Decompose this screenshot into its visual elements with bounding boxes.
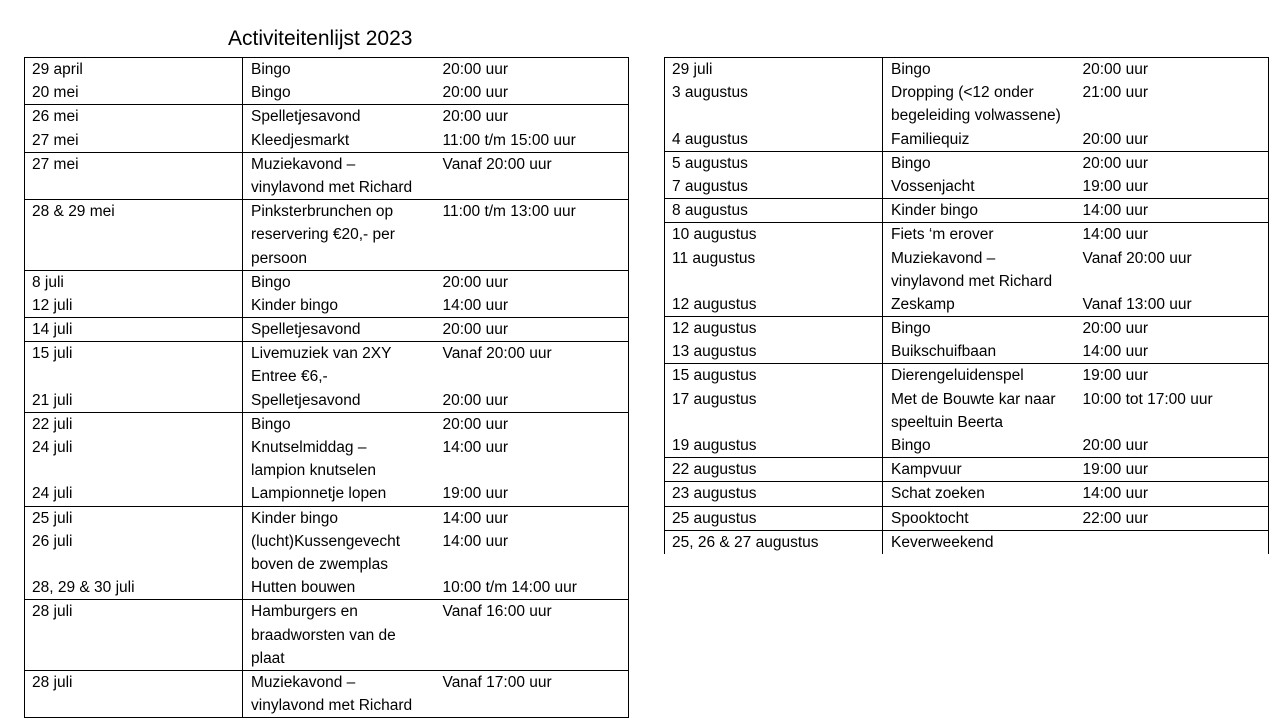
date-text: 14 juli [32, 321, 73, 339]
time-text [443, 553, 625, 576]
activity-text: Kampvuur [891, 461, 962, 479]
time-cell [439, 342, 629, 413]
date-text [32, 223, 238, 246]
time-cell [439, 58, 629, 105]
activity-cell [883, 458, 1079, 482]
time-text [1083, 531, 1265, 554]
activity-text: Spelletjesavond [251, 391, 361, 409]
date-text: 12 augustus [672, 295, 757, 313]
activity-text: Kinder bingo [891, 202, 979, 220]
activity-text: Keverweekend [891, 533, 994, 551]
date-text: 25 augustus [672, 509, 757, 527]
date-cell [25, 58, 243, 105]
date-text [32, 624, 238, 647]
time-text: 10:00 t/m 14:00 uur [442, 579, 577, 597]
activity-text: Muziekavond – [251, 155, 356, 173]
date-cell [665, 530, 883, 554]
activity-group-row [25, 318, 629, 342]
time-text: Vanaf 17:00 uur [442, 673, 552, 691]
date-text: 10 augustus [672, 226, 757, 244]
time-text: 19:00 uur [1082, 367, 1148, 385]
date-cell [25, 105, 243, 152]
time-text: 20:00 uur [442, 108, 508, 126]
activity-text: lampion knutselen [251, 462, 376, 480]
time-text: 20:00 uur [1082, 437, 1148, 454]
date-cell [665, 58, 883, 152]
date-text: 22 juli [32, 415, 73, 433]
date-cell [665, 458, 883, 482]
date-cell [25, 200, 243, 271]
time-text: 20:00 uur [1082, 130, 1148, 148]
activity-text: Bingo [891, 61, 931, 78]
date-cell [25, 270, 243, 317]
date-cell [25, 342, 243, 413]
time-text: Vanaf 20:00 uur [1082, 249, 1192, 267]
activity-text: Schat zoeken [891, 485, 985, 503]
activity-text: speeltuin Beerta [891, 413, 1004, 431]
date-text: 28 juli [32, 673, 73, 691]
activity-text: plaat [251, 649, 285, 667]
activity-text: (lucht)Kussengevecht [251, 532, 401, 550]
activity-cell [883, 506, 1079, 530]
date-cell [665, 482, 883, 506]
date-cell [25, 152, 243, 199]
time-text [443, 624, 625, 647]
activity-cell [243, 670, 439, 717]
activity-text: Bingo [891, 154, 931, 172]
date-text: 13 augustus [672, 343, 757, 361]
activity-text: Pinksterbrunchen op [251, 203, 394, 221]
time-text: 11:00 t/m 13:00 uur [442, 203, 576, 221]
activity-text: Lampionnetje lopen [251, 485, 387, 503]
activity-group-row [25, 506, 629, 600]
activity-text: Bingo [891, 320, 931, 338]
date-text: 20 mei [32, 84, 79, 102]
activity-text: Bingo [251, 84, 291, 102]
time-text [443, 694, 625, 717]
activity-text: Vossenjacht [891, 177, 975, 195]
time-text: 22:00 uur [1082, 509, 1148, 527]
date-cell [25, 670, 243, 717]
activity-group-row [25, 270, 629, 317]
activity-text: Hutten bouwen [251, 579, 356, 597]
time-cell [1079, 364, 1269, 458]
time-cell [439, 670, 629, 717]
date-text: 29 juli [672, 61, 713, 78]
date-cell [25, 412, 243, 506]
time-text: 20:00 uur [1082, 320, 1148, 338]
time-cell [439, 318, 629, 342]
activity-cell [883, 482, 1079, 506]
time-cell [439, 152, 629, 199]
date-text: 12 juli [32, 296, 73, 314]
activity-text: boven de zwemplas [251, 555, 388, 573]
activity-cell [243, 200, 439, 271]
activity-text: persoon [251, 249, 308, 267]
activity-text: Fiets ‘m erover [891, 226, 994, 244]
time-cell [439, 105, 629, 152]
activity-text: braadworsten van de [251, 626, 396, 644]
activity-cell [883, 151, 1079, 198]
date-text: 26 juli [32, 532, 73, 550]
time-text [443, 365, 625, 388]
activity-group-row [665, 482, 1269, 506]
activity-text: Familiequiz [891, 130, 970, 148]
time-cell [439, 270, 629, 317]
time-text: 14:00 uur [1082, 202, 1148, 220]
date-cell [25, 506, 243, 600]
activity-cell [243, 58, 439, 105]
activity-group-row [665, 151, 1269, 198]
time-text: 20:00 uur [442, 61, 508, 78]
date-text: 27 mei [32, 131, 79, 149]
date-text: 5 augustus [672, 154, 748, 172]
time-cell [439, 412, 629, 506]
activity-cell [883, 530, 1079, 554]
time-cell [1079, 151, 1269, 198]
time-text: 19:00 uur [1082, 177, 1148, 195]
date-text: 15 augustus [672, 367, 757, 385]
time-cell [1079, 506, 1269, 530]
activity-cell [243, 152, 439, 199]
date-text: 22 augustus [672, 461, 757, 479]
date-cell [665, 317, 883, 364]
date-text: 8 juli [32, 273, 64, 291]
activity-text: Zeskamp [891, 295, 955, 313]
time-text [443, 223, 625, 246]
activity-text: Met de Bouwte kar naar [891, 390, 1056, 408]
activity-text: reservering €20,- per [251, 226, 395, 244]
activity-group-row [25, 342, 629, 413]
activity-cell [883, 223, 1079, 317]
date-text: 26 mei [32, 108, 79, 126]
date-text: 8 augustus [672, 202, 748, 220]
activity-text: Kinder bingo [251, 296, 339, 314]
date-text: 25 juli [32, 509, 73, 527]
time-text [443, 176, 625, 199]
page-title: Activiteitenlijst 2023 [228, 27, 413, 50]
date-text: 28 & 29 mei [32, 203, 115, 221]
activity-text: Hamburgers en [251, 603, 358, 621]
activity-group-row [25, 412, 629, 506]
date-text [32, 176, 238, 199]
activity-cell [243, 506, 439, 600]
activity-text: Bingo [251, 415, 291, 433]
activity-text: Spooktocht [891, 509, 969, 527]
date-text [32, 694, 238, 717]
activity-cell [883, 317, 1079, 364]
date-text: 3 augustus [672, 84, 748, 102]
activity-cell [243, 270, 439, 317]
time-text: 14:00 uur [442, 439, 508, 456]
activity-group-row [665, 506, 1269, 530]
time-text: 20:00 uur [1082, 154, 1148, 172]
date-text: 24 juli [32, 439, 73, 456]
activity-text: Buikschuifbaan [891, 343, 997, 361]
time-cell [1079, 317, 1269, 364]
activity-text: Muziekavond – [891, 249, 996, 267]
date-text: 28 juli [32, 603, 73, 621]
activity-text: Livemuziek van 2XY [251, 345, 392, 363]
date-text: 19 augustus [672, 437, 757, 454]
date-cell [665, 151, 883, 198]
time-text [1083, 104, 1265, 127]
activity-group-row [25, 58, 629, 105]
time-text: 20:00 uur [442, 391, 508, 409]
time-text: Vanaf 13:00 uur [1082, 295, 1192, 313]
activity-group-row [665, 199, 1269, 223]
activity-group-row [665, 458, 1269, 482]
activity-text: Spelletjesavond [251, 108, 361, 126]
time-text [443, 247, 625, 270]
time-text [1083, 411, 1265, 434]
activity-text: Kinder bingo [251, 509, 339, 527]
date-cell [665, 199, 883, 223]
date-text: 29 april [32, 61, 83, 78]
time-text: 14:00 uur [442, 509, 508, 527]
date-cell [25, 318, 243, 342]
time-cell [439, 600, 629, 671]
date-cell [25, 600, 243, 671]
date-text: 4 augustus [672, 130, 748, 148]
activity-group-row [665, 58, 1269, 152]
date-text [32, 553, 238, 576]
activity-cell [243, 342, 439, 413]
date-text [32, 647, 238, 670]
activity-cell [883, 58, 1079, 152]
activity-text: Bingo [251, 61, 291, 78]
date-text: 17 augustus [672, 390, 757, 408]
date-text [32, 365, 238, 388]
activity-text: Dropping (<12 onder [891, 84, 1034, 102]
activity-group-row [25, 105, 629, 152]
time-cell [1079, 58, 1269, 152]
time-cell [1079, 482, 1269, 506]
activity-text: Spelletjesavond [251, 321, 361, 339]
time-text: Vanaf 20:00 uur [442, 345, 552, 363]
time-text: 20:00 uur [442, 273, 508, 291]
time-cell [439, 200, 629, 271]
time-cell [1079, 199, 1269, 223]
activity-group-row [665, 364, 1269, 458]
activities-table-right [664, 57, 1269, 554]
time-text: Vanaf 20:00 uur [442, 155, 552, 173]
date-cell [665, 223, 883, 317]
activity-cell [243, 318, 439, 342]
activity-cell [883, 199, 1079, 223]
date-text: 27 mei [32, 155, 79, 173]
activity-text: Knutselmiddag – [251, 439, 367, 456]
date-text: 15 juli [32, 345, 73, 363]
time-text: 14:00 uur [442, 532, 508, 550]
activities-table-left [24, 57, 629, 718]
activity-text: Bingo [251, 273, 291, 291]
time-text: 20:00 uur [442, 321, 508, 339]
activity-text: Muziekavond – [251, 673, 356, 691]
activity-group-row [25, 152, 629, 199]
activity-text: Kleedjesmarkt [251, 131, 350, 149]
time-text: 20:00 uur [442, 84, 508, 102]
activity-group-row [665, 317, 1269, 364]
activity-text: vinylavond met Richard [251, 178, 413, 196]
time-text: 19:00 uur [1082, 461, 1148, 479]
date-text: 12 augustus [672, 320, 757, 338]
date-cell [665, 364, 883, 458]
time-text: 21:00 uur [1082, 84, 1148, 102]
date-text [32, 247, 238, 270]
time-cell [1079, 530, 1269, 554]
activity-group-row [665, 530, 1269, 554]
time-cell [1079, 223, 1269, 317]
activity-text: Dierengeluidenspel [891, 367, 1024, 385]
time-text: 19:00 uur [442, 485, 508, 503]
activity-group-row [25, 200, 629, 271]
date-text [672, 270, 878, 293]
date-text: 23 augustus [672, 485, 757, 503]
time-cell [1079, 458, 1269, 482]
activity-text: vinylavond met Richard [891, 272, 1053, 290]
time-text: 20:00 uur [1082, 61, 1148, 78]
time-text: 14:00 uur [1082, 485, 1148, 503]
date-text [672, 411, 878, 434]
time-cell [439, 506, 629, 600]
date-cell [665, 506, 883, 530]
date-text: 7 augustus [672, 177, 748, 195]
time-text: 14:00 uur [1082, 343, 1148, 361]
date-text [672, 104, 878, 127]
date-text: 25, 26 & 27 augustus [672, 533, 819, 551]
time-text: 14:00 uur [1082, 226, 1148, 244]
activity-cell [243, 412, 439, 506]
activity-cell [243, 105, 439, 152]
activity-text: Entree €6,- [251, 368, 328, 386]
activity-text: Bingo [891, 437, 931, 454]
date-text: 21 juli [32, 391, 73, 409]
time-text: 11:00 t/m 15:00 uur [442, 131, 576, 149]
activity-group-row [665, 223, 1269, 317]
activity-text: begeleiding volwassene) [891, 107, 1061, 125]
time-text [1083, 270, 1265, 293]
activity-group-row [25, 600, 629, 671]
date-text [32, 459, 238, 482]
time-text [443, 459, 625, 482]
date-text: 24 juli [32, 485, 73, 503]
activity-text: vinylavond met Richard [251, 697, 413, 715]
time-text: 20:00 uur [442, 415, 508, 433]
activity-cell [883, 364, 1079, 458]
time-text: 10:00 tot 17:00 uur [1082, 390, 1213, 408]
activity-cell [243, 600, 439, 671]
time-text: Vanaf 16:00 uur [442, 603, 552, 621]
date-text: 28, 29 & 30 juli [32, 579, 135, 597]
date-text: 11 augustus [672, 249, 756, 267]
time-text: 14:00 uur [442, 296, 508, 314]
time-text [443, 647, 625, 670]
activity-group-row [25, 670, 629, 717]
